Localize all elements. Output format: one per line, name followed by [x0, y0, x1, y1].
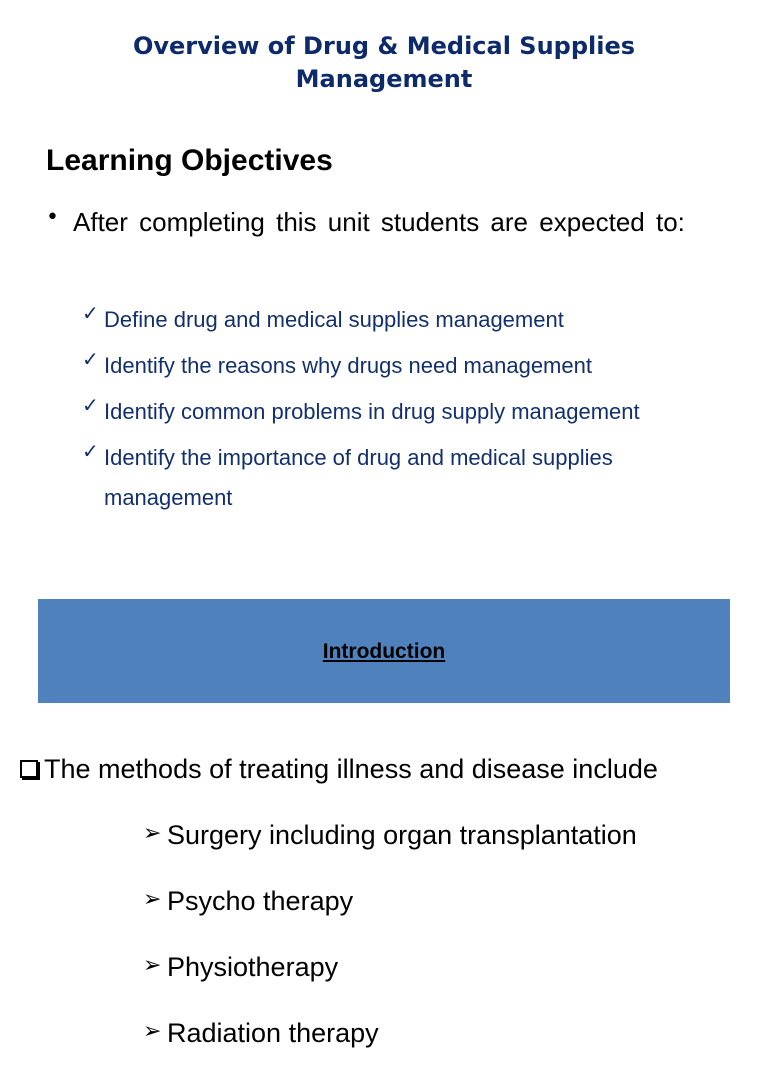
method-text: Surgery including organ transplantation: [167, 820, 637, 850]
section-heading: Learning Objectives: [46, 144, 333, 177]
method-item: [143, 815, 743, 881]
objective-text: Define drug and medical supplies management: [104, 307, 564, 332]
arrowhead-icon: ➢: [143, 886, 162, 911]
objectives-list: [82, 300, 722, 524]
method-text: Radiation therapy: [167, 1018, 379, 1048]
objective-item: [82, 438, 722, 518]
method-item: [143, 1013, 743, 1079]
objective-text: Identify the reasons why drugs need management: [104, 353, 592, 378]
page-title: Overview of Drug & Medical Supplies Management: [132, 32, 636, 93]
arrowhead-icon: ➢: [143, 1018, 162, 1043]
checkmark-icon: ✓: [82, 441, 99, 463]
objective-item: [82, 346, 722, 386]
method-text: Psycho therapy: [167, 886, 354, 916]
methods-intro: [20, 749, 760, 789]
objective-text: Identify common problems in drug supply management: [104, 399, 640, 424]
methods-list: [143, 815, 743, 1079]
checkmark-icon: ✓: [82, 395, 99, 417]
method-item: [143, 881, 743, 947]
methods-intro-text: The methods of treating illness and disease include: [44, 754, 658, 784]
intro-text: After completing this unit students are expected to:: [73, 207, 685, 237]
method-text: Physiotherapy: [167, 952, 339, 982]
arrowhead-icon: ➢: [143, 952, 162, 977]
arrowhead-icon: ➢: [143, 820, 162, 845]
checkbox-square-icon: [20, 760, 38, 778]
objective-text: Identify the importance of drug and medical supplies management: [104, 445, 613, 510]
checkmark-icon: ✓: [82, 303, 99, 325]
checkmark-icon: ✓: [82, 349, 99, 371]
introduction-banner: [38, 599, 730, 703]
bullet-dot-icon: •: [46, 205, 59, 230]
objective-item: [82, 300, 722, 340]
method-item: [143, 947, 743, 1013]
introduction-label: Introduction: [322, 640, 446, 663]
objective-item: [82, 392, 722, 432]
